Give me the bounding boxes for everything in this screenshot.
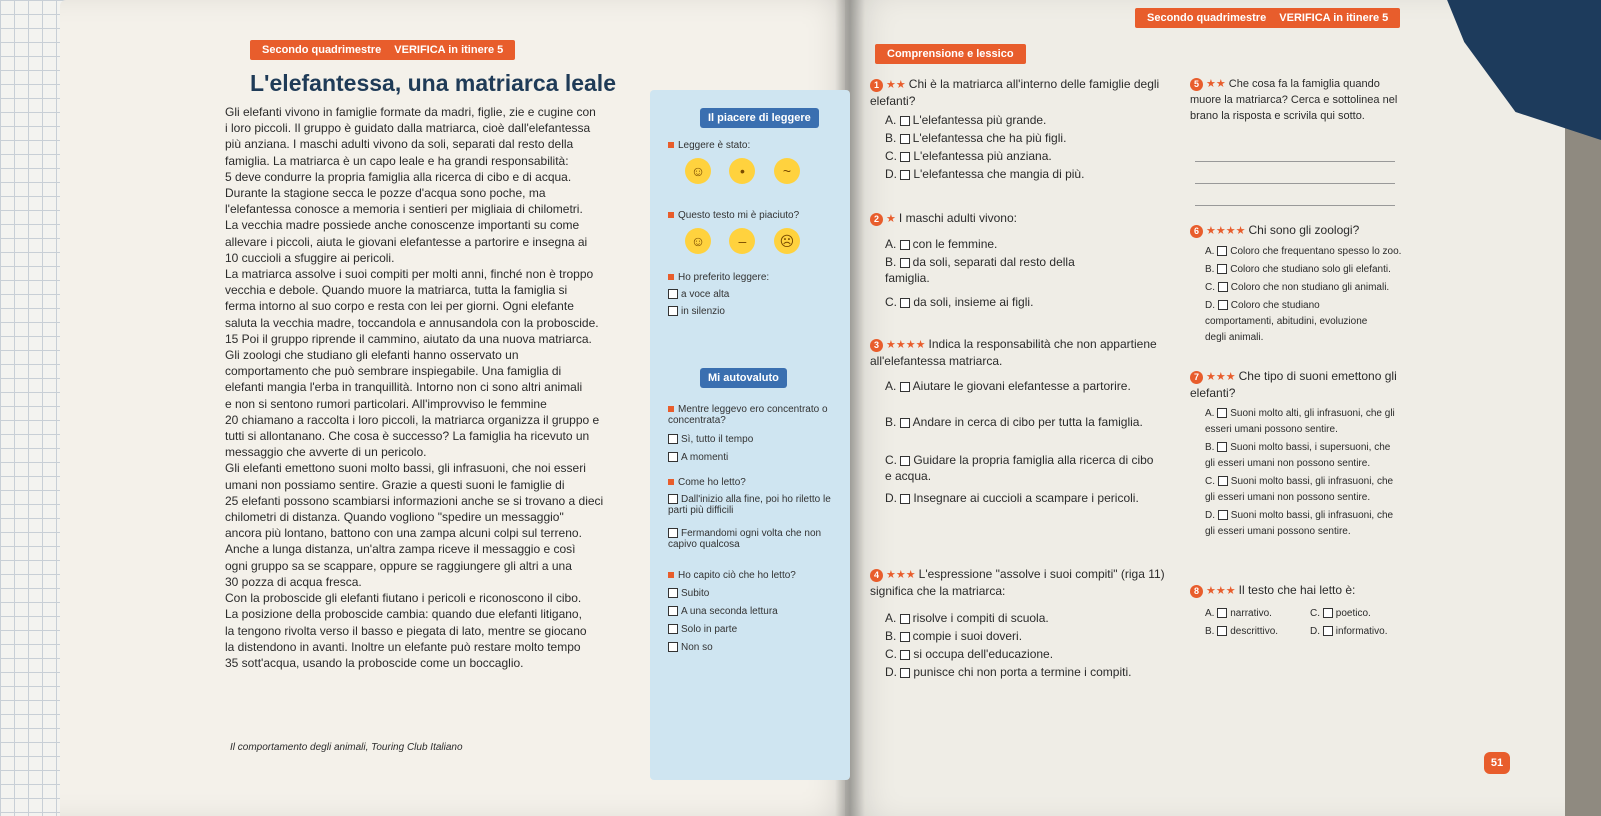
answer-option[interactable]: A. Suoni molto alti, gli infrasuoni, che gli esseri umani possono sentire. [1205, 408, 1395, 435]
story-line: La posizione della proboscide cambia: quando due elefanti litigano, [225, 607, 582, 622]
neutral-face-icon[interactable]: • [729, 158, 755, 184]
answer-line[interactable] [1195, 160, 1395, 162]
story-line: 5 deve condurre la propria famiglia alla ricerca di cibo e di acqua. [225, 169, 572, 184]
story-line: Gli elefanti emettono suoni molto bassi, gli infrasuoni, che noi esseri [225, 461, 586, 476]
story-line: comportamento che può sembrare inspiegabile. Una famiglia di [225, 364, 562, 379]
panel-q5: Come ho letto? [668, 477, 746, 488]
answer-option[interactable]: B. Andare in cerca di cibo per tutta la famiglia. [885, 415, 1143, 429]
answer-option[interactable]: A. narrativo. [1205, 608, 1272, 619]
answer-option[interactable]: A. Coloro che frequentano spesso lo zoo. [1205, 246, 1402, 257]
answer-option[interactable]: A. L'elefantessa più grande. [885, 113, 1047, 127]
story-line: chilometri di distanza. Quando vogliono "spedire un messaggio" [225, 510, 564, 525]
answer-option[interactable]: D. Coloro che studiano comportamenti, abitudini, evoluzione degli animali. [1205, 300, 1368, 343]
story-line: ancora più lontano, battono con una zampa alcuni colpi sul terreno. [225, 526, 582, 541]
question-2: 2 ★ I maschi adulti vivono: [870, 210, 1017, 227]
answer-option[interactable]: D. Insegnare ai cuccioli a scampare i pericoli. [885, 491, 1139, 505]
story-line: famiglia. La matriarca è un capo leale e ha grandi responsabilità: [225, 153, 569, 168]
story-line: messaggio che avverte di un pericolo. [225, 445, 427, 460]
answer-line[interactable] [1195, 182, 1395, 184]
story-line: elefanti mangia l'erba in tranquillità. Intorno non ci sono altri animali [225, 380, 583, 395]
panel-option[interactable]: Fermandomi ogni volta che non capivo qualcosa [668, 528, 822, 550]
answer-option[interactable]: A. risolve i compiti di scuola. [885, 611, 1049, 625]
story-line: 35 sott'acqua, usando la proboscide come un boccaglio. [225, 655, 524, 670]
panel-option[interactable]: Dall'inizio alla fine, poi ho riletto le parti più difficili [668, 494, 831, 516]
story-line: più anziana. I maschi adulti vivono da soli, separati dal resto della [225, 137, 574, 152]
story-title: L'elefantessa, una matriarca leale [250, 70, 616, 96]
answer-option[interactable]: C. poetico. [1310, 608, 1371, 619]
panel-option[interactable]: Subito [668, 588, 709, 599]
story-line: Durante la stagione secca le pozze d'acqua sono poche, ma [225, 186, 546, 201]
story-line: 20 chiamano a raccolta i loro piccoli, la matriarca organizza il gruppo e [225, 412, 600, 427]
source-note: Il comportamento degli animali, Touring Club Italiano [230, 742, 463, 753]
sad-face-icon[interactable]: ☹ [774, 228, 800, 254]
panel-q4: Mentre leggevo ero concentrato o concentrata? [668, 404, 828, 426]
story-line: tutti si allontanano. Che cosa è successo? La famiglia ha ricevuto un [225, 429, 590, 444]
answer-option[interactable]: C. si occupa dell'educazione. [885, 647, 1054, 661]
question-7: 7 ★★★ Che tipo di suoni emettono gli elefanti? [1190, 369, 1397, 400]
answer-line[interactable] [1195, 204, 1395, 206]
answer-option[interactable]: C. da soli, insieme ai figli. [885, 295, 1034, 309]
answer-option[interactable]: A. Aiutare le giovani elefantesse a partorire. [885, 379, 1131, 393]
face-row-1 [685, 158, 800, 184]
panel-option[interactable]: Sì, tutto il tempo [668, 434, 753, 445]
answer-option[interactable]: B. compie i suoi doveri. [885, 629, 1023, 643]
page-number: 51 [1484, 752, 1510, 774]
panel-q2: Questo testo mi è piaciuto? [668, 210, 799, 221]
panel-option[interactable]: Non so [668, 642, 713, 653]
story-line: ogni gruppo sa se scappare, oppure se raggiungere gli altri a una [225, 558, 572, 573]
panel-option[interactable]: Solo in parte [668, 624, 737, 635]
answer-option[interactable]: D. Suoni molto bassi, gli infrasuoni, che gli esseri umani possono sentire. [1205, 510, 1394, 537]
story-line: allevare i piccoli, aiuta le giovani elefantesse a partorire e insegna ai [225, 234, 588, 249]
answer-option[interactable]: D. informativo. [1310, 626, 1388, 637]
story-line: 15 Poi il gruppo riprende il cammino, aiutato da una nuova matriarca. [225, 331, 592, 346]
story-line: Gli zoologi che studiano gli elefanti hanno osservato un [225, 348, 519, 363]
panel-option[interactable]: a voce alta [668, 289, 729, 300]
story-line: 25 elefanti possono scambiarsi informazioni anche se si trovano a dieci [225, 493, 604, 508]
answer-option[interactable]: C. Coloro che non studiano gli animali. [1205, 282, 1390, 293]
question-4: 4 ★★★ L'espressione "assolve i suoi compiti" (riga 11) significa che la matriarca: [870, 567, 1165, 598]
answer-option[interactable]: D. L'elefantessa che mangia di più. [885, 167, 1085, 181]
story-line: 30 pozza di acqua fresca. [225, 574, 362, 589]
story-line: la distendono in avanti. Inoltre un elefante può restare molto tempo [225, 639, 581, 654]
panel-option[interactable]: A momenti [668, 452, 728, 463]
story-line: vecchia e debole. Quando muore la matriarca, tutta la famiglia si [225, 283, 568, 298]
panel-option[interactable]: in silenzio [668, 306, 725, 317]
question-6: 6 ★★★★ Chi sono gli zoologi? [1190, 222, 1359, 239]
story-line: La matriarca assolve i suoi compiti per molti anni, finché non è troppo [225, 267, 594, 282]
answer-option[interactable]: C. Guidare la propria famiglia alla ricerca di cibo e acqua. [885, 453, 1154, 483]
panel-q6: Ho capito ciò che ho letto? [668, 570, 796, 581]
answer-option[interactable]: B. descrittivo. [1205, 626, 1279, 637]
neutral-face-icon[interactable]: – [729, 228, 755, 254]
face-row-2 [685, 228, 800, 254]
story-line: i loro piccoli. Il gruppo è guidato dalla matriarca, cioè dall'elefantessa [225, 121, 591, 136]
question-5: 5 ★★ Che cosa fa la famiglia quando muore la matriarca? Cerca e sottolinea nel brano la risposta e scrivila qui sotto. [1190, 78, 1398, 122]
question-3: 3 ★★★★ Indica la responsabilità che non appartiene all'elefantessa matriarca. [870, 337, 1157, 368]
happy-face-icon[interactable]: ☺ [685, 228, 711, 254]
section-tag: Secondo quadrimestre VERIFICA in itinere 5 [250, 40, 515, 60]
section-label: Comprensione e lessico [875, 44, 1026, 64]
story-line: e non si sentono rumori particolari. All'improvviso le femmine [225, 396, 547, 411]
panel-q3: Ho preferito leggere: [668, 272, 769, 283]
story-line: la tengono rivolta verso il basso e piegata di lato, mentre se giocano [225, 623, 587, 638]
answer-option[interactable]: C. Suoni molto bassi, gli infrasuoni, che gli esseri umani non possono sentire. [1205, 476, 1394, 503]
happy-face-icon[interactable]: ☺ [685, 158, 711, 184]
story-line: Anche a lunga distanza, un'altra zampa riceve il messaggio e così [225, 542, 576, 557]
section-tag-right: Secondo quadrimestre VERIFICA in itinere 5 [1135, 8, 1400, 28]
answer-option[interactable]: A. con le femmine. [885, 237, 998, 251]
answer-option[interactable]: B. Suoni molto bassi, i supersuoni, che gli esseri umani non possono sentire. [1205, 442, 1391, 469]
story-line: 10 cuccioli a sfuggire ai pericoli. [225, 250, 395, 265]
story-line: Gli elefanti vivono in famiglie formate da madri, figlie, zie e cugine con [225, 105, 596, 119]
answer-option[interactable]: B. L'elefantessa che ha più figli. [885, 131, 1067, 145]
story-line: ferma intorno al suo corpo e resta con lei per giorni. Ogni elefante [225, 299, 574, 314]
story-line: umani non possiamo sentire. Grazie a questi suoni le famiglie di [225, 477, 565, 492]
story-line: saluta la vecchia madre, toccandola e annusandola con la proboscide. [225, 315, 599, 330]
story-line: l'elefantessa conosce a memoria i sentieri per migliaia di chilometri. [225, 202, 583, 217]
question-8: 8 ★★★ Il testo che hai letto è: [1190, 582, 1355, 599]
story-text [225, 104, 645, 671]
story-line: La vecchia madre possiede anche conoscenze importanti su come [225, 218, 580, 233]
panel-option[interactable]: A una seconda lettura [668, 606, 778, 617]
panel-q1: Leggere è stato: [668, 140, 750, 151]
answer-option[interactable]: B. Coloro che studiano solo gli elefanti. [1205, 264, 1391, 275]
answer-option[interactable]: D. punisce chi non porta a termine i compiti. [885, 665, 1132, 679]
answer-option[interactable]: B. da soli, separati dal resto della famiglia. [885, 255, 1075, 285]
panel-title-self: Mi autovaluto [700, 368, 787, 388]
panel-title-reading: Il piacere di leggere [700, 108, 819, 128]
answer-option[interactable]: C. L'elefantessa più anziana. [885, 149, 1052, 163]
tired-face-icon[interactable]: ~ [774, 158, 800, 184]
story-line: Con la proboscide gli elefanti fiutano i pericoli e riconoscono il cibo. [225, 591, 582, 606]
question-1: 1 ★★ Chi è la matriarca all'interno delle famiglie degli elefanti? [870, 77, 1160, 108]
